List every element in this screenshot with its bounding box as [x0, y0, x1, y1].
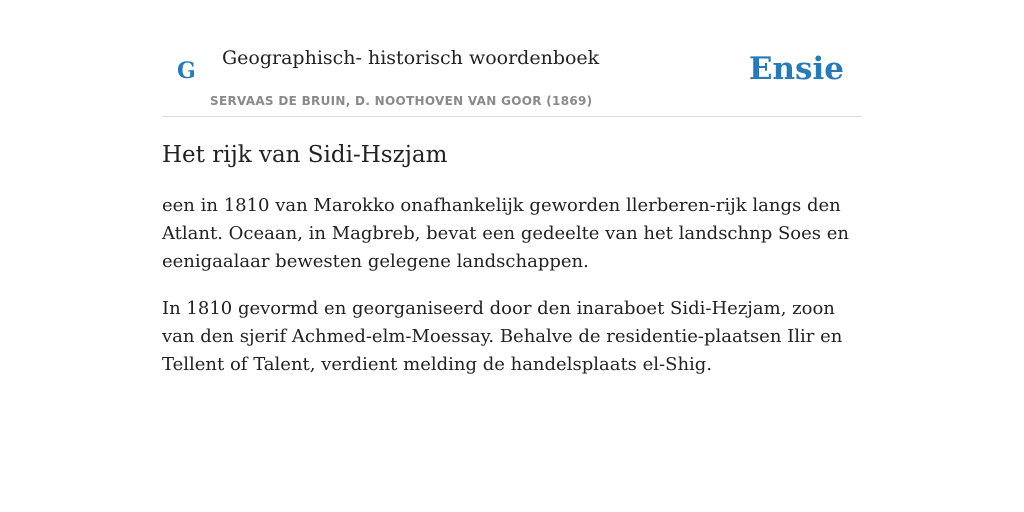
page — [162, 0, 862, 512]
entry-paragraph: In 1810 gevormd en georganiseerd door den inaraboet Sidi-Hezjam, zoon van den sjerif Achmed-elm-Moessay. Behalve de residentie-plaatsen Ilir en Tellent of Talent, verdient melding de handelsplaats el-Shig. — [162, 298, 843, 375]
brand-logo[interactable]: Ensie — [748, 51, 844, 87]
book-title[interactable]: Geographisch- historisch woordenboek — [222, 47, 600, 69]
book-header — [162, 0, 862, 117]
entry-paragraph: een in 1810 van Marokko onafhankelijk geworden llerberen-rijk langs den Atlant. Oceaan, in Magbreb, bevat een gedeelte van het landschnp Soes en eenigaalaar bewesten gelegene landschappen. — [162, 195, 849, 272]
book-letter: G — [177, 58, 196, 84]
entry-body — [162, 192, 862, 398]
entry-title: Het rijk van Sidi-Hszjam — [162, 142, 448, 168]
book-authors: SERVAAS DE BRUIN, D. NOOTHOVEN VAN GOOR (1869) — [210, 94, 593, 108]
